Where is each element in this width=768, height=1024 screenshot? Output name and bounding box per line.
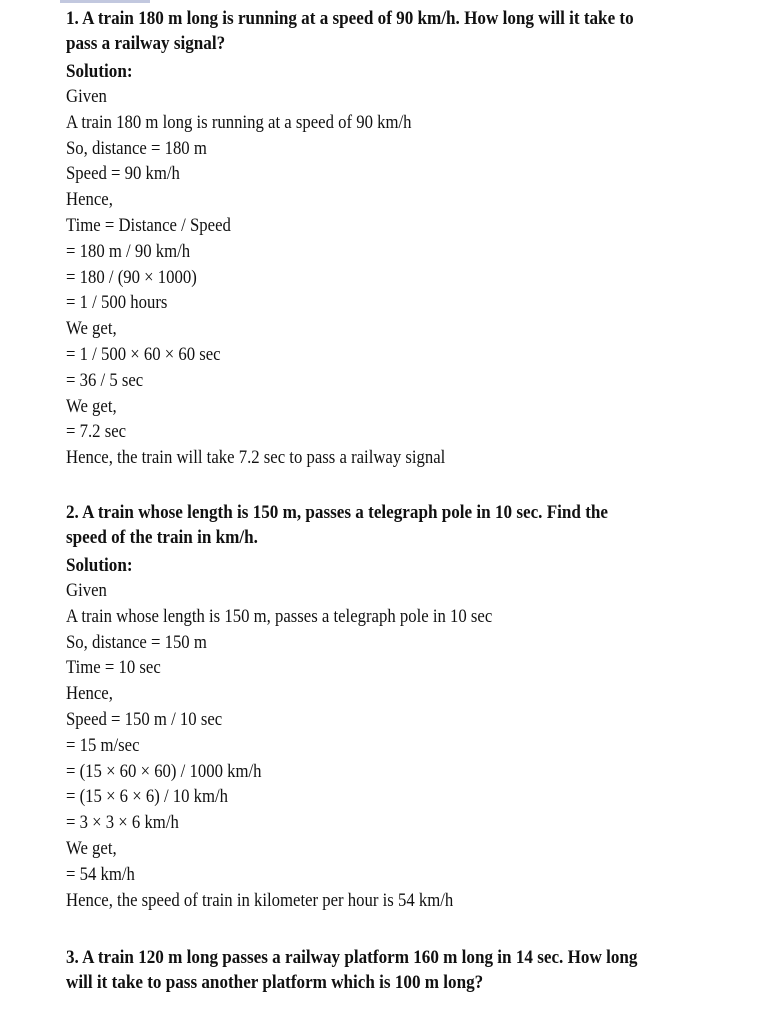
solution-line: A train 180 m long is running at a speed of 90 km/h	[66, 111, 412, 133]
solution-line: = 1 / 500 hours	[66, 292, 168, 314]
problem-2	[66, 500, 716, 913]
solution-line: = 3 × 3 × 6 km/h	[66, 812, 179, 834]
solution-line: = 54 km/h	[66, 863, 135, 885]
solution-line: Hence,	[66, 683, 113, 705]
problem-1-question: 1. A train 180 m long is running at a speed of 90 km/h. How long will it take to pass a railway signal?	[66, 8, 638, 54]
solution-line: A train whose length is 150 m, passes a telegraph pole in 10 sec	[66, 605, 493, 627]
problem-2-question: 2. A train whose length is 150 m, passes a telegraph pole in 10 sec. Find the speed of the train in km/h.	[66, 502, 613, 548]
problem-3-question: 3. A train 120 m long passes a railway platform 160 m long in 14 sec. How long will it take to pass another platform which is 100 m long?	[66, 947, 642, 993]
page-edge-mark	[60, 0, 150, 3]
solution-line: We get,	[66, 837, 117, 859]
solution-line: We get,	[66, 395, 117, 417]
solution-line: = 36 / 5 sec	[66, 369, 144, 391]
solution-line: Given	[66, 580, 107, 601]
problem-3	[66, 945, 716, 998]
solution-line: So, distance = 150 m	[66, 631, 207, 653]
solution-line: Speed = 150 m / 10 sec	[66, 708, 223, 730]
solution-line: = 180 / (90 × 1000)	[66, 266, 197, 288]
solution-line: Speed = 90 km/h	[66, 163, 180, 185]
solution-line: We get,	[66, 318, 117, 340]
problem-1-solution-label: Solution:	[66, 61, 133, 82]
solution-line: Time = 10 sec	[66, 657, 161, 679]
solution-line: Given	[66, 86, 107, 107]
solution-conclusion: Hence, the speed of train in kilometer per hour is 54 km/h	[66, 889, 454, 911]
solution-line: = (15 × 60 × 60) / 1000 km/h	[66, 760, 262, 782]
solution-line: = 1 / 500 × 60 × 60 sec	[66, 343, 221, 365]
solution-line: = 15 m/sec	[66, 734, 140, 756]
solution-conclusion: Hence, the train will take 7.2 sec to pass a railway signal	[66, 447, 446, 469]
solution-line: = 7.2 sec	[66, 421, 127, 443]
solution-line: Time = Distance / Speed	[66, 214, 231, 236]
solution-line: Hence,	[66, 189, 113, 211]
problem-2-solution-label: Solution:	[66, 555, 133, 576]
solution-line: = (15 × 6 × 6) / 10 km/h	[66, 786, 229, 808]
solution-line: So, distance = 180 m	[66, 137, 207, 159]
solution-line: = 180 m / 90 km/h	[66, 240, 191, 262]
problem-1	[66, 6, 716, 471]
